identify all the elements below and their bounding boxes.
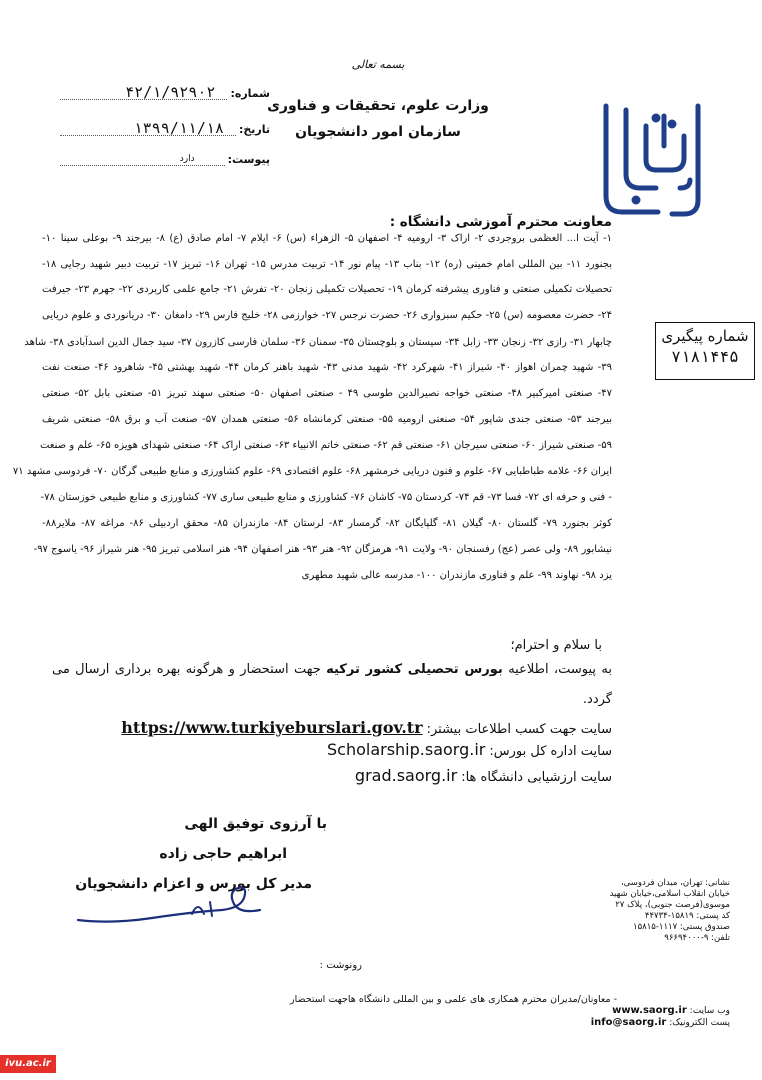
address-line: صندوق پستی: ۱۱۱۷-۱۵۸۱۵: [633, 922, 730, 932]
signer-name: ابراهیم حاجی زاده: [159, 846, 287, 862]
letter-attachment-label: پیوست:: [227, 153, 270, 166]
scholarship-site-row: [327, 740, 612, 759]
letter-date-row: [60, 116, 270, 136]
body-text-end: جهت استحضار و هرگونه بهره برداری ارسال می: [52, 662, 327, 677]
letter-date-value: ۱۳۹۹/۱۱/۱۸: [133, 119, 224, 137]
bismillah-heading: بسمه تعالی: [351, 58, 405, 71]
website-link[interactable]: www.saorg.ir: [612, 1005, 687, 1016]
university-list-line: - فنی و حرفه ای ۷۲- فسا ۷۳- قم ۷۴- کردستان ۷۵- کاشان ۷۶- کشاورزی و منابع طبیعی ساری ۷۷- کشاورزی و منابع طبیعی خوزستان ۷۸-: [40, 492, 612, 503]
university-list-line: ۱- آیت ا... العظمی بروجردی ۲- اراک ۳- ارومیه ۴- اصفهان ۵- الزهراء (س) ۶- ایلام ۷- امام صادق (ع) ۸- بیرجند ۹- بوعلی سینا ۱۰-: [42, 233, 613, 244]
letter-date-label: تاریخ:: [238, 123, 270, 136]
evaluation-site-row: [355, 766, 612, 785]
email-link[interactable]: info@saorg.ir: [590, 1017, 667, 1028]
salutation: معاونت محترم آموزشی دانشگاه :: [389, 214, 612, 230]
website-label: وب سایت:: [689, 1006, 730, 1016]
cc-recipients: - معاونان/مدیران محترم همکاری های علمی و بین المللی دانشگاه هاجهت استحضار: [289, 994, 617, 1005]
university-list-line: نیشابور ۸۹- ولی عصر (عج) رفسنجان ۹۰- ولایت ۹۱- هرمزگان ۹۲- هنر ۹۳- هنر اصفهان ۹۴- هنر اسلامی تبریز ۹۵- هنر شیراز ۹۶- یاسوج ۹۷-: [33, 544, 612, 555]
body-text-start: به پیوست، اطلاعیه: [502, 662, 612, 677]
evaluation-site-link[interactable]: grad.saorg.ir: [354, 766, 458, 785]
letter-number-label: شماره:: [230, 87, 270, 100]
info-site-row: [121, 718, 612, 737]
body-bold-text: بورس تحصیلی کشور ترکیه: [326, 662, 503, 677]
university-list-line: بجنورد ۱۱- بین المللی امام خمینی (ره) ۱۲- بناب ۱۳- پیام نور ۱۴- تربیت مدرس ۱۵- تهران ۱۶- تبریز ۱۷- تربیت دبیر شهید رجایی ۱۸-: [42, 259, 613, 270]
scholarship-site-label: سایت اداره کل بورس:: [489, 744, 612, 759]
evaluation-site-label: سایت ارزشیابی دانشگاه ها:: [461, 770, 612, 785]
university-list-line: بیرجند ۵۳- صنعتی جندی شاپور ۵۴- صنعتی ارومیه ۵۵- صنعتی کرمانشاه ۵۶- صنعتی همدان ۵۷- صنعت آب و برق ۵۸- صنعتی شریف: [42, 414, 612, 425]
address-line: نشانی: تهران، میدان فردوسی،: [620, 878, 730, 888]
info-site-label: سایت جهت کسب اطلاعات بیشتر:: [426, 722, 612, 737]
tracking-number: ۷۱۸۱۴۴۵: [671, 347, 739, 366]
university-list-line: ایران ۶۶- علامه طباطبایی ۶۷- علوم و فنون دریایی خرمشهر ۶۸- علوم اقتصادی ۶۹- علوم کشاورزی و منابع طبیعی گرگان ۷۰- فردوسی مشهد ۷۱: [12, 466, 612, 477]
scholarship-site-link[interactable]: Scholarship.saorg.ir: [326, 740, 486, 759]
ministry-name: وزارت علوم، تحقیقات و فناوری: [267, 98, 489, 114]
organization-name: سازمان امور دانشجویان: [295, 124, 461, 140]
organization-address: [609, 878, 730, 944]
source-badge[interactable]: ivu.ac.ir: [0, 1055, 56, 1073]
university-list-line: ۲۴- حضرت معصومه (س) ۲۵- حکیم سبزواری ۲۶- حضرت نرجس ۲۷- خوارزمی ۲۸- خلیج فارس ۲۹- دامغان ۳۰- دریانوردی و علوم دریایی: [42, 310, 612, 321]
letter-number-value: ۴۲/۱/۹۲۹۰۲: [125, 83, 216, 101]
cc-label: رونوشت :: [319, 960, 362, 971]
address-line: کد پستی: ۱۵۸۱۹-۴۴۷۳۴: [644, 911, 730, 921]
letter-attachment-row: [60, 146, 270, 166]
university-list-line: کوثر بجنورد ۷۹- گلستان ۸۰- گیلان ۸۱- گلپایگان ۸۲- گرمسار ۸۳- لرستان ۸۴- مازندران ۸۵- محقق اردبیلی ۸۶- مراغه ۸۷- ملایر۸۸-: [42, 518, 612, 529]
university-list-line: ۵۹- صنعتی شیراز ۶۰- صنعتی سیرجان ۶۱- صنعتی قم ۶۲- صنعتی خاتم الانبیاء ۶۳- صنعتی اراک ۶۴- صنعتی شهدای هویزه ۶۵- علم و صنعت: [39, 440, 612, 451]
tracking-number-box: [655, 322, 755, 380]
university-list-line: تحصیلات تکمیلی صنعتی و فناوری پیشرفته کرمان ۱۹- تحصیلات تکمیلی زنجان ۲۰- تفرش ۲۱- جامع علمی کاربردی ۲۲- جهرم ۲۳- جیرفت: [42, 284, 613, 295]
university-list-line: چابهار ۳۱- رازی ۳۲- زنجان ۳۳- زابل ۳۴- سیستان و بلوچستان ۳۵- سمنان ۳۶- سلمان فارسی کازرون ۳۷- سید جمال الدین اسدآبادی ۳۸- شاهد: [24, 337, 612, 348]
university-list-line: یزد ۹۸- نهاوند ۹۹- علم و فناوری مازندران ۱۰۰- مدرسه عالی شهید مطهری: [301, 570, 612, 581]
info-site-link[interactable]: https://www.turkiyeburslari.gov.tr: [121, 718, 423, 737]
letter-number-row: [60, 80, 270, 100]
handwritten-signature-icon: [72, 880, 272, 928]
signer-title: مدیر کل بورس و اعزام دانشجویان: [75, 876, 312, 892]
address-line: خیابان انقلاب اسلامی،خیابان شهید: [609, 889, 730, 899]
tracking-label: شماره پیگیری: [661, 327, 749, 345]
address-line: موسوی(فرصت جنوبی)، پلاک ۲۷: [615, 900, 730, 910]
address-line: تلفن: ۹-۹۶۶۹۴۰۰۰: [664, 933, 730, 943]
organization-logo-icon: [598, 96, 712, 220]
body-paragraph: [52, 662, 612, 677]
university-list-line: ۳۹- شهید چمران اهواز ۴۰- شیراز ۴۱- شهرکرد ۴۲- شهید مدنی ۴۳- شهید باهنر کرمان ۴۴- شهید بهشتی ۴۵- شاهرود ۴۶- صنعت نفت: [42, 362, 612, 373]
closing-wish: با آرزوی توفیق الهی: [184, 816, 327, 832]
letter-attachment-value: دارد: [179, 154, 195, 164]
email-label: پست الکترونیک:: [669, 1018, 730, 1028]
body-paragraph-end: گردد.: [582, 692, 612, 707]
greeting: با سلام و احترام؛: [510, 638, 602, 653]
footer-contact: [590, 1005, 730, 1029]
university-list-line: ۴۷- صنعتی امیرکبیر ۴۸- صنعتی خواجه نصیرالدین طوسی ۴۹ - صنعتی اصفهان ۵۰- صنعتی سهند تبریز ۵۱- صنعتی بابل ۵۲- صنعتی: [42, 388, 612, 399]
